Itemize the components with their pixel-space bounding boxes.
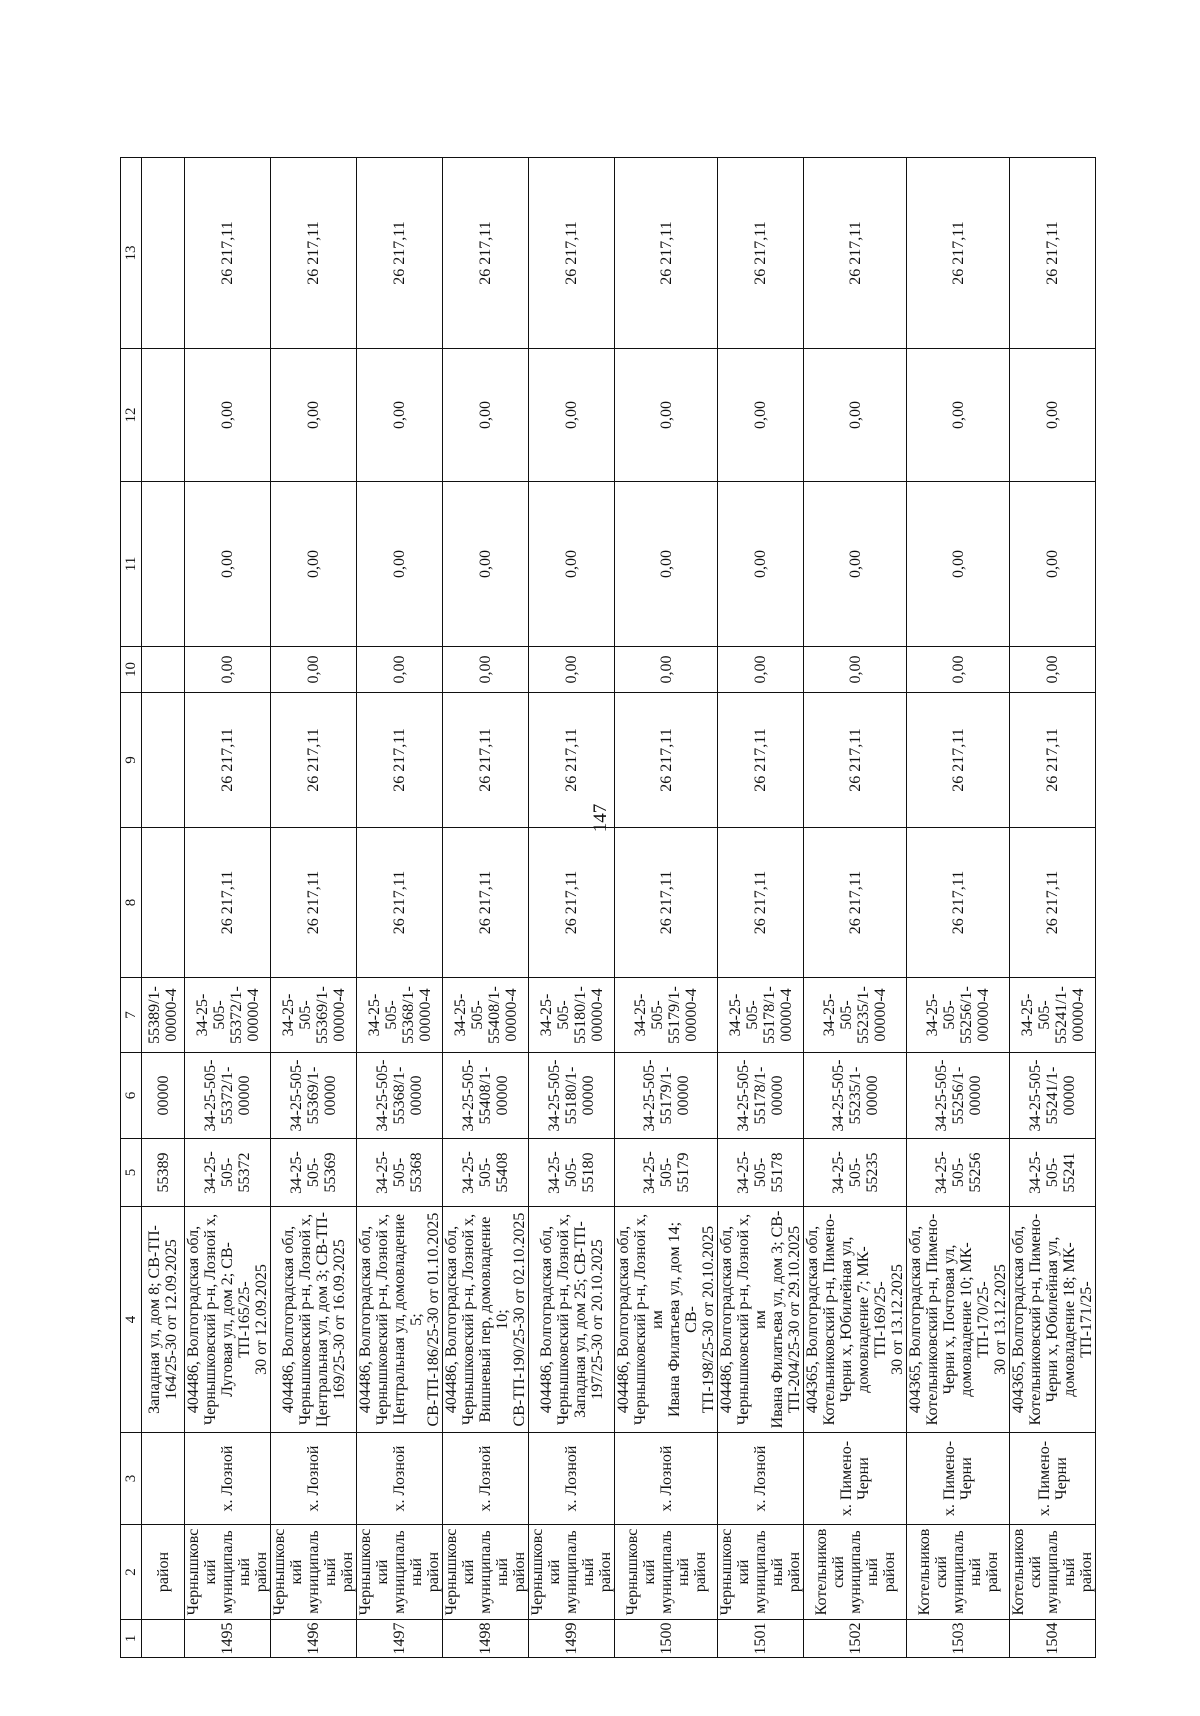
cell-col-2: Чернышковский муниципальный район xyxy=(271,1525,357,1620)
cell-col-3: х. Пимено-Черни xyxy=(804,1433,907,1525)
cell-col-6: 34-25-505- 55408/1- 00000 xyxy=(443,1053,529,1139)
table-row xyxy=(185,158,271,1658)
cell-col-8: 26 217,11 xyxy=(907,828,1010,978)
cell-col-1: 1503 xyxy=(907,1620,1010,1658)
cell-col-1: 1501 xyxy=(718,1620,804,1658)
cell-col-10: 0,00 xyxy=(529,647,615,693)
cell-col-6: 34-25-505- 55179/1- 00000 xyxy=(615,1053,718,1139)
cell-col-3: х. Лозной xyxy=(529,1433,615,1525)
cell-col-7: 34-25- 505- 55241/1- 00000-4 xyxy=(1010,978,1096,1053)
cell-col-9: 26 217,11 xyxy=(185,693,271,828)
cell-col-8: 26 217,11 xyxy=(804,828,907,978)
cell-col-13 xyxy=(142,158,185,349)
cell-col-13: 26 217,11 xyxy=(907,158,1010,349)
cell-col-10: 0,00 xyxy=(1010,647,1096,693)
cell-col-2: Чернышковский муниципальный район xyxy=(615,1525,718,1620)
cell-col-8: 26 217,11 xyxy=(185,828,271,978)
column-number-cell: 11 xyxy=(121,482,142,647)
column-number-cell: 5 xyxy=(121,1139,142,1207)
cell-col-6: 34-25-505- 55178/1- 00000 xyxy=(718,1053,804,1139)
cell-col-4: Западная ул, дом 8; СВ-ТП- 164/25-30 от 12.09.2025 xyxy=(142,1207,185,1433)
column-number-cell: 7 xyxy=(121,978,142,1053)
cell-col-6: 34-25-505- 55180/1- 00000 xyxy=(529,1053,615,1139)
cell-col-4: 404486, Волгоградская обл, Чернышковский р-н, Лозной х, Центральная ул, домовладение 5; СВ-ТП-186/25-30 от 01.10.2025 xyxy=(357,1207,443,1433)
cell-col-8: 26 217,11 xyxy=(1010,828,1096,978)
cell-col-11: 0,00 xyxy=(271,482,357,647)
cell-col-2: Котельниковский муниципальный район xyxy=(804,1525,907,1620)
cell-col-3 xyxy=(142,1433,185,1525)
cell-col-9: 26 217,11 xyxy=(907,693,1010,828)
column-number-cell: 4 xyxy=(121,1207,142,1433)
cell-col-13: 26 217,11 xyxy=(443,158,529,349)
cell-col-6: 34-25-505- 55368/1- 00000 xyxy=(357,1053,443,1139)
cell-col-1: 1499 xyxy=(529,1620,615,1658)
cell-col-13: 26 217,11 xyxy=(185,158,271,349)
cell-col-1: 1498 xyxy=(443,1620,529,1658)
cell-col-5: 34-25- 505- 55408 xyxy=(443,1139,529,1207)
cell-col-13: 26 217,11 xyxy=(529,158,615,349)
cell-col-7: 34-25- 505- 55408/1- 00000-4 xyxy=(443,978,529,1053)
cell-col-12: 0,00 xyxy=(907,349,1010,482)
cell-col-3: х. Лозной xyxy=(185,1433,271,1525)
cell-col-6: 34-25-505- 55369/1- 00000 xyxy=(271,1053,357,1139)
cell-col-11: 0,00 xyxy=(804,482,907,647)
cell-col-9 xyxy=(142,693,185,828)
cell-col-1 xyxy=(142,1620,185,1658)
cell-col-8: 26 217,11 xyxy=(718,828,804,978)
cell-col-13: 26 217,11 xyxy=(1010,158,1096,349)
cell-col-5: 34-25- 505- 55372 xyxy=(185,1139,271,1207)
cell-col-13: 26 217,11 xyxy=(718,158,804,349)
cell-col-12: 0,00 xyxy=(529,349,615,482)
cell-col-10: 0,00 xyxy=(443,647,529,693)
cell-col-11: 0,00 xyxy=(907,482,1010,647)
cell-col-11: 0,00 xyxy=(1010,482,1096,647)
cell-col-3: х. Лозной xyxy=(718,1433,804,1525)
cell-col-9: 26 217,11 xyxy=(804,693,907,828)
cell-col-7: 34-25- 505- 55179/1- 00000-4 xyxy=(615,978,718,1053)
column-number-cell: 8 xyxy=(121,828,142,978)
cell-col-4: 404486, Волгоградская обл, Чернышковский р-н, Лозной х, им Ивана Филатьева ул, дом 14; СВ- ТП-198/25-30 от 20.10.2025 xyxy=(615,1207,718,1433)
cell-col-8 xyxy=(142,828,185,978)
table-row xyxy=(271,158,357,1658)
cell-col-5: 34-25- 505- 55235 xyxy=(804,1139,907,1207)
table-row xyxy=(443,158,529,1658)
cell-col-10: 0,00 xyxy=(907,647,1010,693)
cell-col-2: Чернышковский муниципальный район xyxy=(443,1525,529,1620)
cell-col-12: 0,00 xyxy=(357,349,443,482)
cell-col-5: 34-25- 505- 55368 xyxy=(357,1139,443,1207)
cell-col-5: 34-25- 505- 55180 xyxy=(529,1139,615,1207)
cell-col-1: 1495 xyxy=(185,1620,271,1658)
table-row xyxy=(907,158,1010,1658)
cell-col-7: 34-25- 505- 55180/1- 00000-4 xyxy=(529,978,615,1053)
cell-col-6: 34-25-505- 55235/1- 00000 xyxy=(804,1053,907,1139)
cell-col-13: 26 217,11 xyxy=(357,158,443,349)
cell-col-12: 0,00 xyxy=(615,349,718,482)
cell-col-3: х. Пимено-Черни xyxy=(1010,1433,1096,1525)
cell-col-2: Чернышковский муниципальный район xyxy=(357,1525,443,1620)
column-number-cell: 12 xyxy=(121,349,142,482)
cell-col-6: 34-25-505- 55372/1- 00000 xyxy=(185,1053,271,1139)
cell-col-4: 404486, Волгоградская обл, Чернышковский р-н, Лозной х, Луговая ул, дом 2; СВ-ТП-165/25- 30 от 12.09.2025 xyxy=(185,1207,271,1433)
cell-col-11: 0,00 xyxy=(718,482,804,647)
cell-col-7: 34-25- 505- 55368/1- 00000-4 xyxy=(357,978,443,1053)
cell-col-12: 0,00 xyxy=(185,349,271,482)
cell-col-6: 34-25-505- 55256/1- 00000 xyxy=(907,1053,1010,1139)
table-row xyxy=(1010,158,1096,1658)
cell-col-9: 26 217,11 xyxy=(529,693,615,828)
rotated-table-container xyxy=(120,158,1095,1658)
cell-col-10: 0,00 xyxy=(271,647,357,693)
cell-col-5: 55389 xyxy=(142,1139,185,1207)
column-number-cell: 6 xyxy=(121,1053,142,1139)
cell-col-8: 26 217,11 xyxy=(443,828,529,978)
column-number-row xyxy=(121,158,142,1658)
cell-col-10: 0,00 xyxy=(185,647,271,693)
cell-col-3: х. Пимено-Черни xyxy=(907,1433,1010,1525)
cell-col-4: 404365, Волгоградская обл, Котельниковский р-н, Пимено- Черни х, Юбилейная ул, домовладение 7; МК-ТП-169/25- 30 от 13.12.2025 xyxy=(804,1207,907,1433)
cell-col-12 xyxy=(142,349,185,482)
cell-col-4: 404486, Волгоградская обл, Чернышковский р-н, Лозной х, им Ивана Филатьева ул, дом 3; СВ- ТП-204/25-30 от 29.10.2025 xyxy=(718,1207,804,1433)
cell-col-9: 26 217,11 xyxy=(271,693,357,828)
cell-col-4: 404365, Волгоградская обл, Котельниковский р-н, Пимено- Черни х, Почтовая ул, домовладение 10; МК-ТП-170/25- 30 от 13.12.2025 xyxy=(907,1207,1010,1433)
cell-col-8: 26 217,11 xyxy=(615,828,718,978)
column-number-cell: 1 xyxy=(121,1620,142,1658)
cell-col-11: 0,00 xyxy=(443,482,529,647)
cell-col-9: 26 217,11 xyxy=(443,693,529,828)
cell-col-1: 1496 xyxy=(271,1620,357,1658)
cell-col-1: 1500 xyxy=(615,1620,718,1658)
cell-col-8: 26 217,11 xyxy=(357,828,443,978)
cell-col-5: 34-25- 505- 55179 xyxy=(615,1139,718,1207)
cell-col-8: 26 217,11 xyxy=(271,828,357,978)
page-number: 147 xyxy=(590,803,611,833)
cell-col-7: 34-25- 505- 55178/1- 00000-4 xyxy=(718,978,804,1053)
cell-col-11: 0,00 xyxy=(529,482,615,647)
cell-col-2: Котельниковский муниципальный район xyxy=(907,1525,1010,1620)
cell-col-3: х. Лозной xyxy=(615,1433,718,1525)
cell-col-3: х. Лозной xyxy=(443,1433,529,1525)
cell-col-5: 34-25- 505- 55178 xyxy=(718,1139,804,1207)
cell-col-13: 26 217,11 xyxy=(271,158,357,349)
column-number-cell: 13 xyxy=(121,158,142,349)
cell-col-1: 1502 xyxy=(804,1620,907,1658)
cell-col-2: Чернышковский муниципальный район xyxy=(185,1525,271,1620)
cell-col-2: Чернышковский муниципальный район xyxy=(529,1525,615,1620)
cell-col-5: 34-25- 505- 55369 xyxy=(271,1139,357,1207)
cell-col-1: 1497 xyxy=(357,1620,443,1658)
column-number-cell: 3 xyxy=(121,1433,142,1525)
cell-col-7: 55389/1- 00000-4 xyxy=(142,978,185,1053)
cell-col-12: 0,00 xyxy=(271,349,357,482)
cell-col-12: 0,00 xyxy=(443,349,529,482)
cell-col-13: 26 217,11 xyxy=(615,158,718,349)
table-body xyxy=(121,158,1096,1658)
cell-col-11: 0,00 xyxy=(615,482,718,647)
cell-col-5: 34-25- 505- 55256 xyxy=(907,1139,1010,1207)
cell-col-4: 404486, Волгоградская обл, Чернышковский р-н, Лозной х, Западная ул, дом 25; СВ-ТП- 197/25-30 от 20.10.2025 xyxy=(529,1207,615,1433)
cell-col-9: 26 217,11 xyxy=(615,693,718,828)
cell-col-13: 26 217,11 xyxy=(804,158,907,349)
registry-table xyxy=(120,157,1096,1658)
cell-col-4: 404365, Волгоградская обл, Котельниковский р-н, Пимено- Черни х, Юбилейная ул, домовладение 18; МК-ТП-171/25- xyxy=(1010,1207,1096,1433)
cell-col-7: 34-25- 505- 55256/1- 00000-4 xyxy=(907,978,1010,1053)
cell-col-6: 00000 xyxy=(142,1053,185,1139)
cell-col-11: 0,00 xyxy=(357,482,443,647)
cell-col-7: 34-25- 505- 55372/1- 00000-4 xyxy=(185,978,271,1053)
column-number-cell: 10 xyxy=(121,647,142,693)
cell-col-9: 26 217,11 xyxy=(1010,693,1096,828)
cell-col-9: 26 217,11 xyxy=(718,693,804,828)
cell-col-7: 34-25- 505- 55235/1- 00000-4 xyxy=(804,978,907,1053)
continuation-row xyxy=(142,158,185,1658)
table-row xyxy=(529,158,615,1658)
table-row xyxy=(804,158,907,1658)
cell-col-7: 34-25- 505- 55369/1- 00000-4 xyxy=(271,978,357,1053)
cell-col-4: 404486, Волгоградская обл, Чернышковский р-н, Лозной х, Центральная ул, дом 3; СВ-ТП- 169/25-30 от 16.09.2025 xyxy=(271,1207,357,1433)
cell-col-3: х. Лозной xyxy=(357,1433,443,1525)
cell-col-8: 26 217,11 xyxy=(529,828,615,978)
table-row xyxy=(615,158,718,1658)
column-number-cell: 9 xyxy=(121,693,142,828)
cell-col-1: 1504 xyxy=(1010,1620,1096,1658)
cell-col-11 xyxy=(142,482,185,647)
cell-col-3: х. Лозной xyxy=(271,1433,357,1525)
cell-col-9: 26 217,11 xyxy=(357,693,443,828)
cell-col-10: 0,00 xyxy=(357,647,443,693)
column-number-cell: 2 xyxy=(121,1525,142,1620)
cell-col-2: Чернышковский муниципальный район xyxy=(718,1525,804,1620)
cell-col-6: 34-25-505- 55241/1- 00000 xyxy=(1010,1053,1096,1139)
cell-col-12: 0,00 xyxy=(1010,349,1096,482)
cell-col-10 xyxy=(142,647,185,693)
cell-col-10: 0,00 xyxy=(804,647,907,693)
cell-col-10: 0,00 xyxy=(615,647,718,693)
cell-col-2: Котельниковский муниципальный район xyxy=(1010,1525,1096,1620)
table-row xyxy=(718,158,804,1658)
cell-col-11: 0,00 xyxy=(185,482,271,647)
cell-col-5: 34-25- 505- 55241 xyxy=(1010,1139,1096,1207)
cell-col-2: район xyxy=(142,1525,185,1620)
table-row xyxy=(357,158,443,1658)
cell-col-4: 404486, Волгоградская обл, Чернышковский р-н, Лозной х, Вишневый пер, домовладение 10; СВ-ТП-190/25-30 от 02.10.2025 xyxy=(443,1207,529,1433)
cell-col-12: 0,00 xyxy=(804,349,907,482)
cell-col-10: 0,00 xyxy=(718,647,804,693)
cell-col-12: 0,00 xyxy=(718,349,804,482)
